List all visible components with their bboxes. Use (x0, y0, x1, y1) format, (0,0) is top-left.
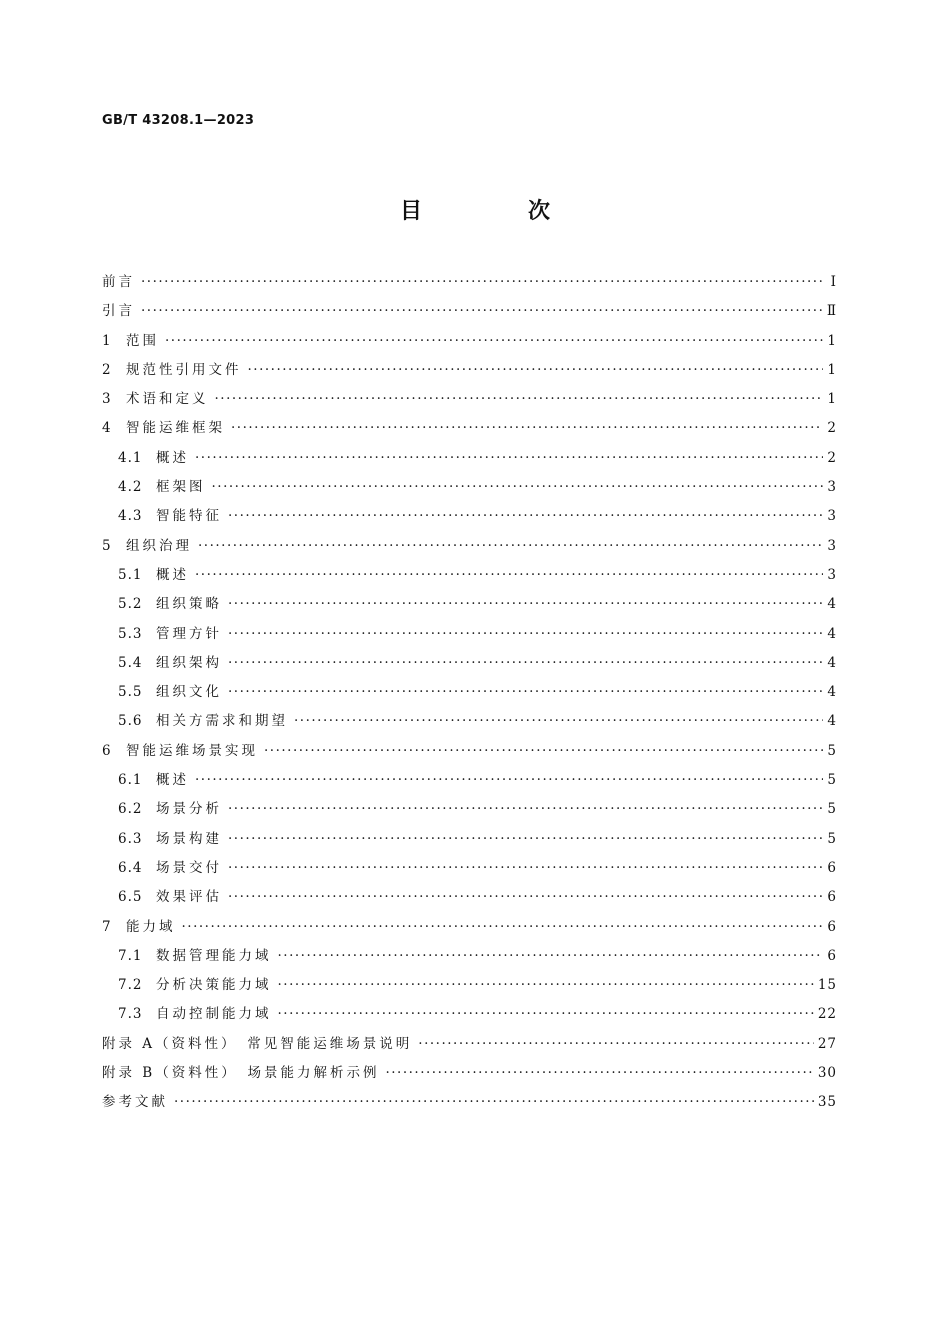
toc-entry-number: 5.3 (118, 625, 143, 642)
toc-entry-label: 附录 B（资料性） 场景能力解析示例 (102, 1065, 380, 1082)
toc-dot-leader (228, 655, 823, 671)
toc-entry-page: 4 (827, 625, 837, 642)
toc-entry-page: 6 (827, 859, 837, 876)
toc-entry-label: 分析决策能力域 (156, 977, 272, 994)
toc-dot-leader (212, 479, 824, 495)
toc-entry-page: 3 (827, 537, 837, 554)
toc-entry-number: 5 (102, 537, 112, 554)
toc-entry-page: 2 (827, 420, 837, 437)
toc-entry-number: 4 (102, 420, 112, 437)
toc-entry-page: 5 (827, 742, 837, 759)
toc-entry-number: 7.2 (118, 977, 143, 994)
toc-entry-label: 前言 (102, 274, 135, 290)
toc-dot-leader (228, 508, 823, 524)
toc-entry[interactable] (102, 973, 837, 1002)
toc-entry[interactable] (102, 387, 837, 416)
toc-entry-label: 附录 A（资料性） 常见智能运维场景说明 (102, 1035, 413, 1052)
toc-entry[interactable] (102, 446, 837, 475)
toc-entry-label: 参考文献 (102, 1094, 168, 1111)
toc-entry[interactable] (102, 299, 837, 328)
toc-dot-leader (385, 1065, 813, 1081)
toc-entry-number: 7 (102, 918, 112, 935)
toc-entry-page: 5 (827, 801, 837, 818)
toc-entry-label: 智能特征 (156, 508, 222, 525)
toc-entry-label: 效果评估 (156, 889, 222, 906)
toc-entry-number: 5.2 (118, 596, 143, 613)
toc-dot-leader (228, 596, 823, 612)
toc-dot-leader (294, 713, 823, 729)
toc-entry-label: 概述 (156, 449, 189, 466)
toc-entry-number: 4.2 (118, 479, 143, 496)
toc-entry-label: 场景交付 (156, 859, 222, 876)
toc-entry-number: 6 (102, 742, 112, 759)
toc-entry[interactable] (102, 358, 837, 387)
toc-entry[interactable] (102, 885, 837, 914)
toc-dot-leader (141, 274, 823, 290)
toc-dot-leader (264, 743, 823, 759)
toc-entry[interactable] (102, 534, 837, 563)
toc-entry-page: Ⅱ (826, 303, 837, 320)
standard-code: GB/T 43208.1—2023 (102, 113, 255, 128)
toc-entry-number: 1 (102, 332, 112, 349)
toc-dot-leader (174, 1094, 814, 1110)
toc-entry-page: 1 (827, 391, 837, 408)
toc-entry-label: 场景构建 (156, 830, 222, 847)
toc-dot-leader (248, 362, 824, 378)
toc-entry-label: 术语和定义 (126, 391, 209, 408)
toc-entry-page: 4 (827, 684, 837, 701)
toc-entry[interactable] (102, 563, 837, 592)
toc-entry[interactable] (102, 709, 837, 738)
toc-entry-label: 自动控制能力域 (156, 1006, 272, 1023)
toc-entry-number: 5.1 (118, 566, 143, 583)
toc-entry-number: 5.6 (118, 713, 143, 730)
toc-entry-page: 22 (817, 1006, 837, 1023)
toc-dot-leader (228, 684, 823, 700)
toc-entry[interactable] (102, 1090, 837, 1119)
toc-entry[interactable] (102, 475, 837, 504)
toc-entry-page: 30 (817, 1065, 837, 1082)
toc-entry-label: 场景分析 (156, 801, 222, 818)
toc-entry-page: 3 (827, 479, 837, 496)
toc-entry-page: 3 (827, 508, 837, 525)
toc-entry-label: 范围 (126, 332, 159, 349)
toc-dot-leader (195, 450, 823, 466)
toc-entry-label: 概述 (156, 772, 189, 789)
toc-entry-label: 智能运维框架 (126, 420, 225, 437)
toc-entry[interactable] (102, 622, 837, 651)
toc-entry-number: 6.2 (118, 801, 143, 818)
toc-entry-label: 组织架构 (156, 654, 222, 671)
toc-dot-leader (215, 391, 824, 407)
toc-dot-leader (228, 860, 823, 876)
toc-entry-page: 6 (827, 889, 837, 906)
toc-entry-page: 6 (827, 947, 837, 964)
toc-entry-label: 能力域 (126, 918, 176, 935)
toc-dot-leader (278, 948, 824, 964)
toc-entry[interactable] (102, 768, 837, 797)
toc-entry[interactable] (102, 827, 837, 856)
toc-entry-label: 组织文化 (156, 684, 222, 701)
toc-entry[interactable] (102, 797, 837, 826)
toc-entry[interactable] (102, 1032, 837, 1061)
toc-entry-number: 4.3 (118, 508, 143, 525)
toc-entry-number: 6.5 (118, 889, 143, 906)
toc-dot-leader (198, 538, 823, 554)
toc-dot-leader (182, 919, 824, 935)
toc-entry-page: 1 (827, 361, 837, 378)
toc-entry-number: 6.4 (118, 859, 143, 876)
toc-entry[interactable] (102, 739, 837, 768)
toc-entry-label: 组织策略 (156, 596, 222, 613)
toc-entry-number: 3 (102, 391, 112, 408)
toc-entry[interactable] (102, 1002, 837, 1031)
toc-entry-label: 规范性引用文件 (126, 361, 242, 378)
toc-dot-leader (195, 772, 823, 788)
toc-dot-leader (228, 801, 823, 817)
toc-dot-leader (228, 889, 823, 905)
toc-entry-label: 智能运维场景实现 (126, 742, 258, 759)
toc-entry-label: 概述 (156, 566, 189, 583)
toc-entry-page: 4 (827, 713, 837, 730)
table-of-contents (102, 270, 837, 1120)
toc-dot-leader (231, 420, 823, 436)
toc-entry-page: 5 (827, 830, 837, 847)
toc-dot-leader (228, 626, 823, 642)
toc-dot-leader (141, 303, 823, 319)
toc-entry-page: 6 (827, 918, 837, 935)
toc-entry-number: 6.1 (118, 772, 143, 789)
toc-entry-page: 27 (817, 1035, 837, 1052)
toc-entry-number: 5.5 (118, 684, 143, 701)
toc-dot-leader (278, 977, 814, 993)
toc-entry-number: 7.3 (118, 1006, 143, 1023)
toc-entry[interactable] (102, 592, 837, 621)
toc-entry-page: 5 (827, 772, 837, 789)
toc-dot-leader (278, 1006, 814, 1022)
toc-entry-number: 4.1 (118, 449, 143, 466)
toc-entry[interactable] (102, 504, 837, 533)
toc-entry[interactable] (102, 651, 837, 680)
toc-dot-leader (165, 333, 823, 349)
toc-entry-number: 5.4 (118, 654, 143, 671)
toc-entry-page: 4 (827, 654, 837, 671)
toc-entry[interactable] (102, 944, 837, 973)
toc-entry-label: 相关方需求和期望 (156, 713, 288, 730)
toc-entry-page: 3 (827, 566, 837, 583)
toc-entry-number: 6.3 (118, 830, 143, 847)
toc-entry[interactable] (102, 329, 837, 358)
toc-entry-number: 7.1 (118, 947, 143, 964)
toc-entry-page: 35 (817, 1094, 837, 1111)
toc-entry-label: 管理方针 (156, 625, 222, 642)
page-title: 目 次 (399, 199, 592, 224)
toc-entry[interactable] (102, 915, 837, 944)
toc-dot-leader (418, 1036, 814, 1052)
toc-entry-page: 1 (827, 332, 837, 349)
toc-dot-leader (228, 831, 823, 847)
toc-entry-page: 4 (827, 596, 837, 613)
toc-entry[interactable] (102, 856, 837, 885)
toc-entry[interactable] (102, 1061, 837, 1090)
toc-entry-label: 组织治理 (126, 537, 192, 554)
toc-entry-label: 框架图 (156, 479, 206, 496)
toc-entry-label: 数据管理能力域 (156, 947, 272, 964)
toc-dot-leader (195, 567, 823, 583)
toc-entry-label: 引言 (102, 303, 135, 320)
toc-entry-page: Ⅰ (830, 274, 837, 290)
toc-entry-page: 2 (827, 449, 837, 466)
toc-entry[interactable] (102, 416, 837, 445)
toc-entry-number: 2 (102, 361, 112, 378)
toc-entry-page: 15 (817, 977, 837, 994)
toc-entry[interactable] (102, 680, 837, 709)
toc-entry[interactable] (102, 270, 837, 299)
